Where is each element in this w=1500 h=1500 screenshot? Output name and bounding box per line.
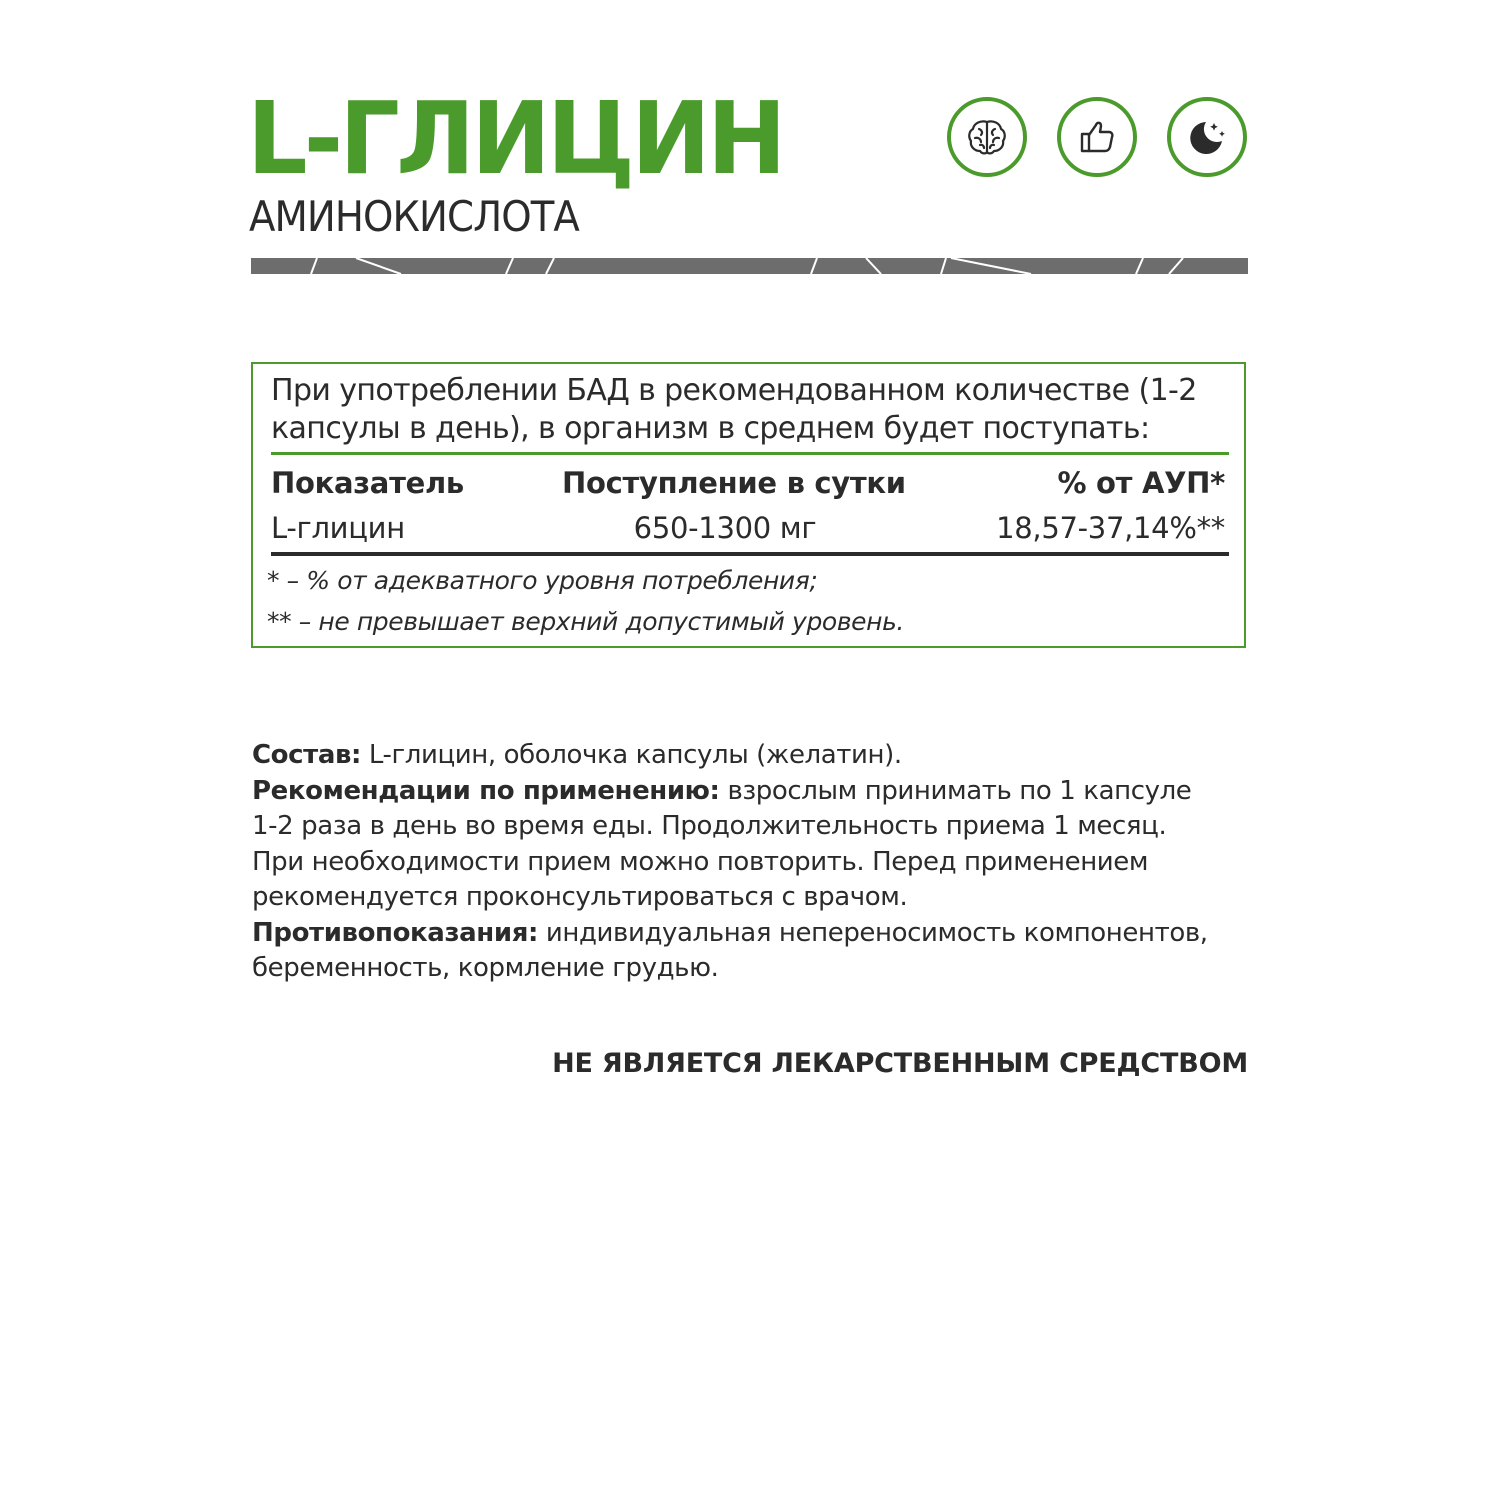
intake-intro-text: При употреблении БАД в рекомендованном количестве (1-2 капсулы в день), в организм в среднем будет поступать: — [271, 373, 1197, 446]
decorative-stripe — [251, 258, 1248, 274]
column-header-daily-intake: Поступление в сутки — [562, 466, 906, 500]
brain-icon — [947, 97, 1027, 177]
nutrition-info-box — [251, 362, 1246, 648]
product-details — [252, 738, 1222, 987]
product-subtitle: АМИНОКИСЛОТА — [249, 192, 579, 241]
column-header-indicator: Показатель — [271, 466, 464, 500]
header-divider — [271, 452, 1229, 455]
contraindications-text: индивидуальная непереносимость компонентов, беременность, кормление грудью. — [252, 917, 1208, 983]
usage-text: взрослым принимать по 1 капсуле 1-2 раза в день во время еды. Продолжительность приема 1 месяц. При необходимости прием можно повторить. Перед применением рекомендуется проконсультироваться с врачом. — [252, 775, 1192, 912]
moon-stars-icon — [1167, 97, 1247, 177]
thumbs-up-icon — [1057, 97, 1137, 177]
usage-label: Рекомендации по применению: — [252, 775, 720, 806]
contraindications-paragraph — [252, 916, 1222, 987]
table-cell-daily-intake: 650-1300 мг — [633, 511, 817, 545]
table-cell-percent: 18,57-37,14%** — [996, 511, 1225, 545]
composition-paragraph — [252, 738, 1222, 774]
contraindications-label: Противопоказания: — [252, 917, 538, 948]
product-title: L-ГЛИЦИН — [247, 80, 783, 197]
table-cell-indicator: L-глицин — [271, 511, 405, 545]
footnote-1: * – % от адекватного уровня потребления; — [267, 566, 818, 595]
table-bottom-divider — [271, 552, 1229, 556]
composition-text: L-глицин, оболочка капсулы (желатин). — [368, 740, 902, 770]
usage-paragraph — [252, 774, 1222, 916]
composition-label: Состав: — [252, 740, 362, 770]
column-header-percent: % от АУП* — [1057, 466, 1225, 500]
not-a-medicine-disclaimer: НЕ ЯВЛЯЕТСЯ ЛЕКАРСТВЕННЫМ СРЕДСТВОМ — [552, 1048, 1248, 1079]
footnote-2: ** – не превышает верхний допустимый уровень. — [267, 607, 904, 636]
